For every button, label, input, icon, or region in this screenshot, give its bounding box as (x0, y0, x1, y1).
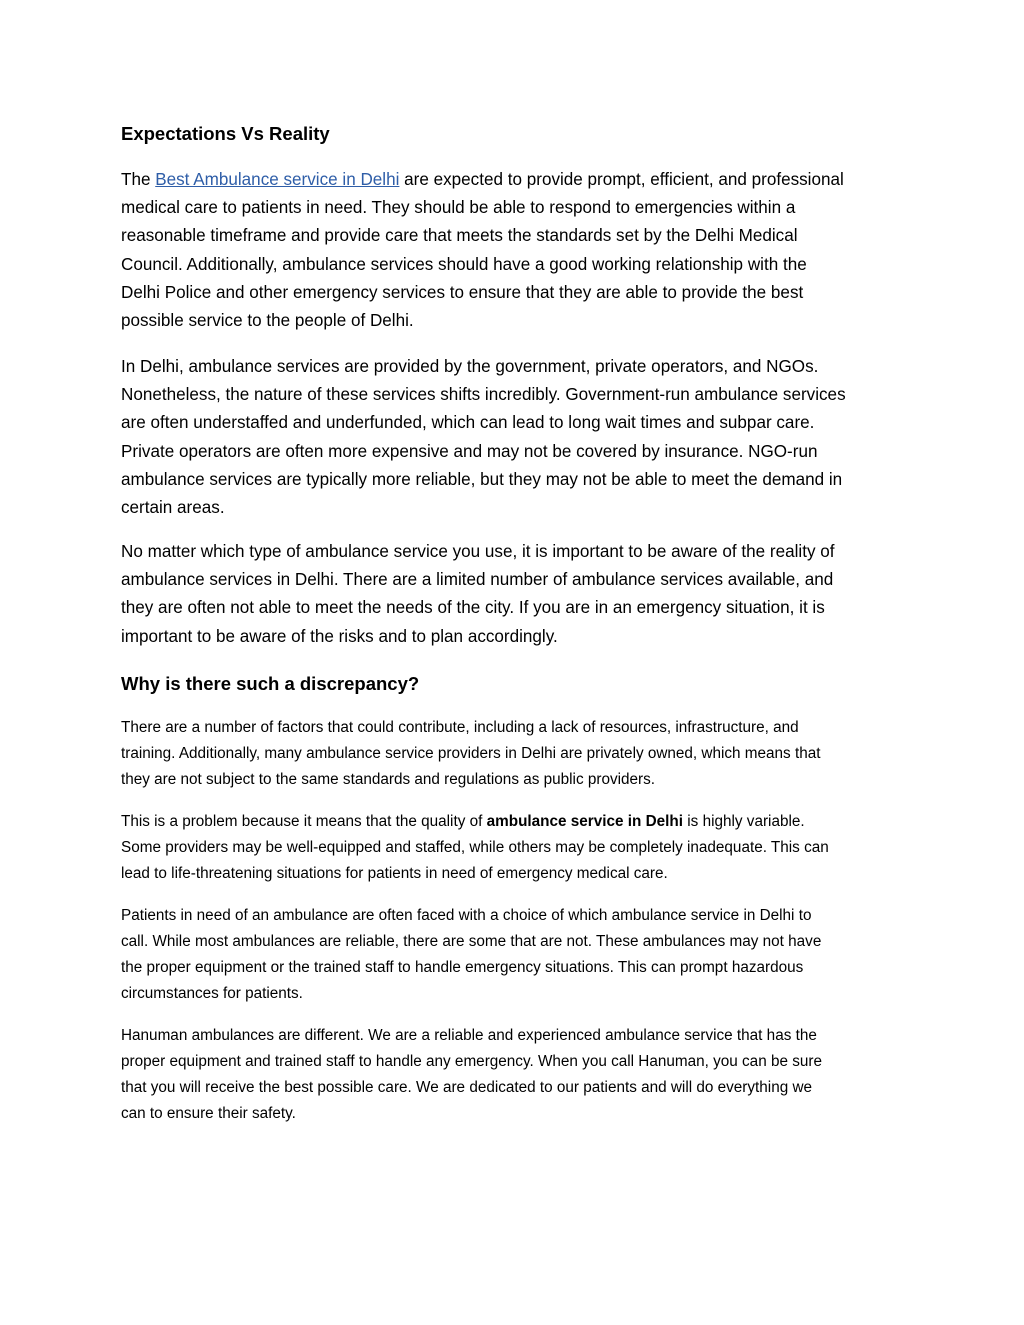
paragraph-line: There are a number of factors that could contribute, including a lack of resources, infrastructure, and (121, 719, 799, 736)
paragraph-line: that you will receive the best possible care. We are dedicated to our patients and will do everything we (121, 1079, 813, 1096)
paragraph-line: circumstances for patients. (121, 985, 303, 1002)
text-prefix: The (121, 170, 156, 189)
paragraph-line: medical care to patients in need. They should be able to respond to emergencies within a (121, 198, 796, 218)
paragraph-line: Council. Additionally, ambulance services should have a good working relationship with the (121, 254, 807, 274)
paragraph-factors (121, 715, 907, 793)
paragraph-reality (121, 538, 907, 651)
paragraph-line: important to be aware of the risks and to plan accordingly. (121, 626, 558, 646)
bold-keyword: ambulance service in Delhi (486, 813, 684, 830)
paragraph-hanuman (121, 1023, 907, 1127)
paragraph-line: Hanuman ambulances are different. We are a reliable and experienced ambulance service that has the (121, 1027, 817, 1044)
paragraph-line: are often understaffed and underfunded, which can lead to long wait times and subpar care. (121, 413, 815, 433)
paragraph-line: Some providers may be well-equipped and staffed, while others may be completely inadequate. This can (121, 839, 829, 856)
paragraph-line: ambulance services in Delhi. There are a limited number of ambulance services available, and (121, 570, 834, 590)
paragraph-line: lead to life-threatening situations for patients in need of emergency medical care. (121, 865, 668, 882)
paragraph-providers (121, 353, 907, 522)
paragraph-line: Private operators are often more expensive and may not be covered by insurance. NGO-run (121, 441, 818, 461)
paragraph-line: they are not subject to the same standards and regulations as public providers. (121, 771, 656, 788)
paragraph-patient-choice (121, 903, 907, 1007)
paragraph-line: ambulance services are typically more reliable, but they may not be able to meet the demand in (121, 469, 843, 489)
paragraph-line: possible service to the people of Delhi. (121, 311, 414, 331)
paragraph-line: No matter which type of ambulance service you use, it is important to be aware of the reality of (121, 542, 835, 561)
paragraph-line: the proper equipment or the trained staff to handle emergency situations. This can prompt hazardous (121, 959, 804, 976)
paragraph-expectations (121, 166, 907, 335)
best-ambulance-service-link[interactable]: Best Ambulance service in Delhi (155, 170, 400, 189)
text-rest: are expected to provide prompt, efficient, and professional (399, 170, 844, 189)
heading-discrepancy: Why is there such a discrepancy? (121, 673, 420, 694)
paragraph-line: can to ensure their safety. (121, 1105, 296, 1122)
paragraph-line: call. While most ambulances are reliable, there are some that are not. These ambulances may not have (121, 933, 822, 950)
paragraph-line: Patients in need of an ambulance are often faced with a choice of which ambulance service in Delhi to (121, 907, 812, 924)
text-prefix: This is a problem because it means that the quality of (121, 813, 487, 830)
paragraph-variable-quality (121, 809, 907, 887)
paragraph-line (121, 809, 907, 835)
paragraph-line (121, 166, 907, 194)
paragraph-line: training. Additionally, many ambulance service providers in Delhi are privately owned, which means that (121, 745, 821, 762)
paragraph-line: Delhi Police and other emergency services to ensure that they are able to provide the best (121, 282, 804, 302)
paragraph-line: In Delhi, ambulance services are provided by the government, private operators, and NGOs. (121, 357, 819, 376)
heading-expectations-vs-reality: Expectations Vs Reality (121, 123, 330, 144)
paragraph-line: certain areas. (121, 498, 225, 518)
text-suffix: is highly variable. (683, 813, 805, 830)
paragraph-line: they are often not able to meet the needs of the city. If you are in an emergency situation, it is (121, 598, 825, 618)
paragraph-line: reasonable timeframe and provide care that meets the standards set by the Delhi Medical (121, 226, 798, 246)
paragraph-line: Nonetheless, the nature of these services shifts incredibly. Government-run ambulance services (121, 385, 846, 405)
paragraph-line: proper equipment and trained staff to handle any emergency. When you call Hanuman, you can be sure (121, 1053, 822, 1070)
